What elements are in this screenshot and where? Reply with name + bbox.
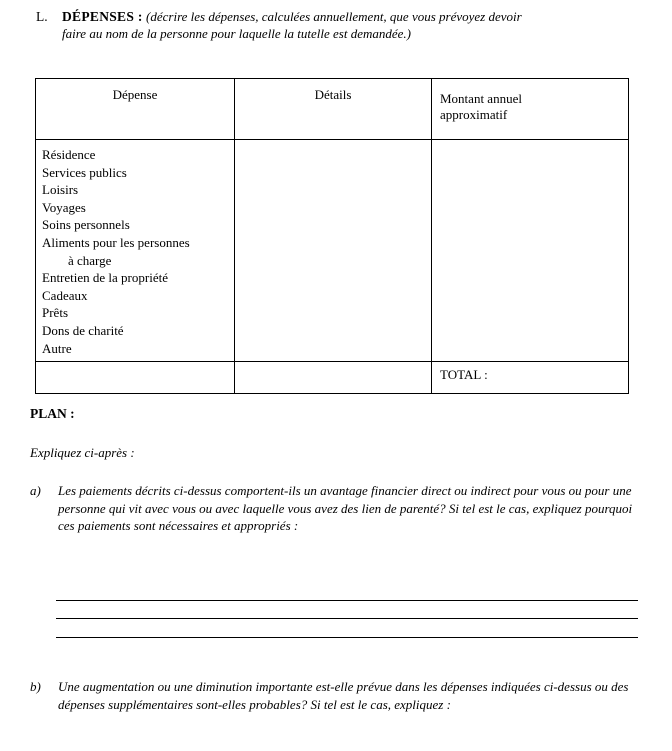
question-b-label: b)	[30, 679, 41, 694]
plan-instruction: Expliquez ci-après :	[30, 445, 135, 460]
question-a-label: a)	[30, 483, 41, 498]
expense-item: Dons de charité	[42, 322, 124, 338]
header-expense	[36, 79, 235, 140]
expense-item: Services publics	[42, 164, 127, 180]
expense-items-cell	[36, 140, 235, 362]
amount-input-area[interactable]	[432, 140, 629, 362]
header-details-label: Détails	[314, 87, 352, 102]
expense-item: Prêts	[42, 305, 68, 321]
plan-label: PLAN :	[30, 406, 75, 421]
expense-item: Autre	[42, 340, 72, 356]
section-description-line1: (décrire les dépenses, calculées annuellement, que vous prévoyez devoir	[146, 9, 522, 24]
answer-line-a3[interactable]	[56, 637, 638, 638]
expenses-table	[35, 78, 629, 394]
expense-item: Loisirs	[42, 182, 79, 198]
header-details	[235, 79, 432, 140]
expense-item: Aliments pour les personnes	[42, 234, 190, 250]
question-b-text: Une augmentation ou une diminution importante est-elle prévue dans les dépenses indiquées ci-dessus ou des dépenses supplémentaires sont-elles probables? Si tel est le cas, expliquez :	[58, 679, 629, 712]
expense-item: Cadeaux	[42, 287, 88, 303]
spacer	[36, 362, 235, 394]
expense-item: Résidence	[42, 147, 96, 162]
header-amount-line2: approximatif	[440, 107, 508, 122]
question-b	[30, 678, 640, 713]
total-field[interactable]	[432, 362, 629, 394]
expense-item: à charge	[68, 252, 112, 268]
section-description-line2: faire au nom de la personne pour laquelle la tutelle est demandée.)	[62, 26, 412, 41]
total-label: TOTAL :	[440, 367, 488, 382]
expense-item: Voyages	[42, 199, 86, 215]
details-input-area[interactable]	[235, 140, 432, 362]
header-amount-line1: Montant annuel	[440, 91, 522, 106]
section-letter: L.	[36, 9, 48, 24]
section-title: DÉPENSES :	[62, 9, 143, 24]
header-amount	[432, 79, 629, 140]
answer-line-a1[interactable]	[56, 600, 638, 601]
spacer	[235, 362, 432, 394]
header-expense-label: Dépense	[112, 87, 158, 102]
section-heading	[36, 8, 646, 42]
expense-item: Soins personnels	[42, 217, 130, 233]
question-a-text: Les paiements décrits ci-dessus comportent-ils un avantage financier direct ou indirect pour vous ou pour une personne qui vit avec vous ou avec laquelle vous avez des lien de parenté? Si tel est le cas, expliquez pourquoi ces paiements sont nécessaires et appropriés :	[58, 483, 633, 533]
answer-line-a2[interactable]	[56, 618, 638, 619]
question-a	[30, 482, 640, 535]
expense-item: Entretien de la propriété	[42, 270, 168, 286]
